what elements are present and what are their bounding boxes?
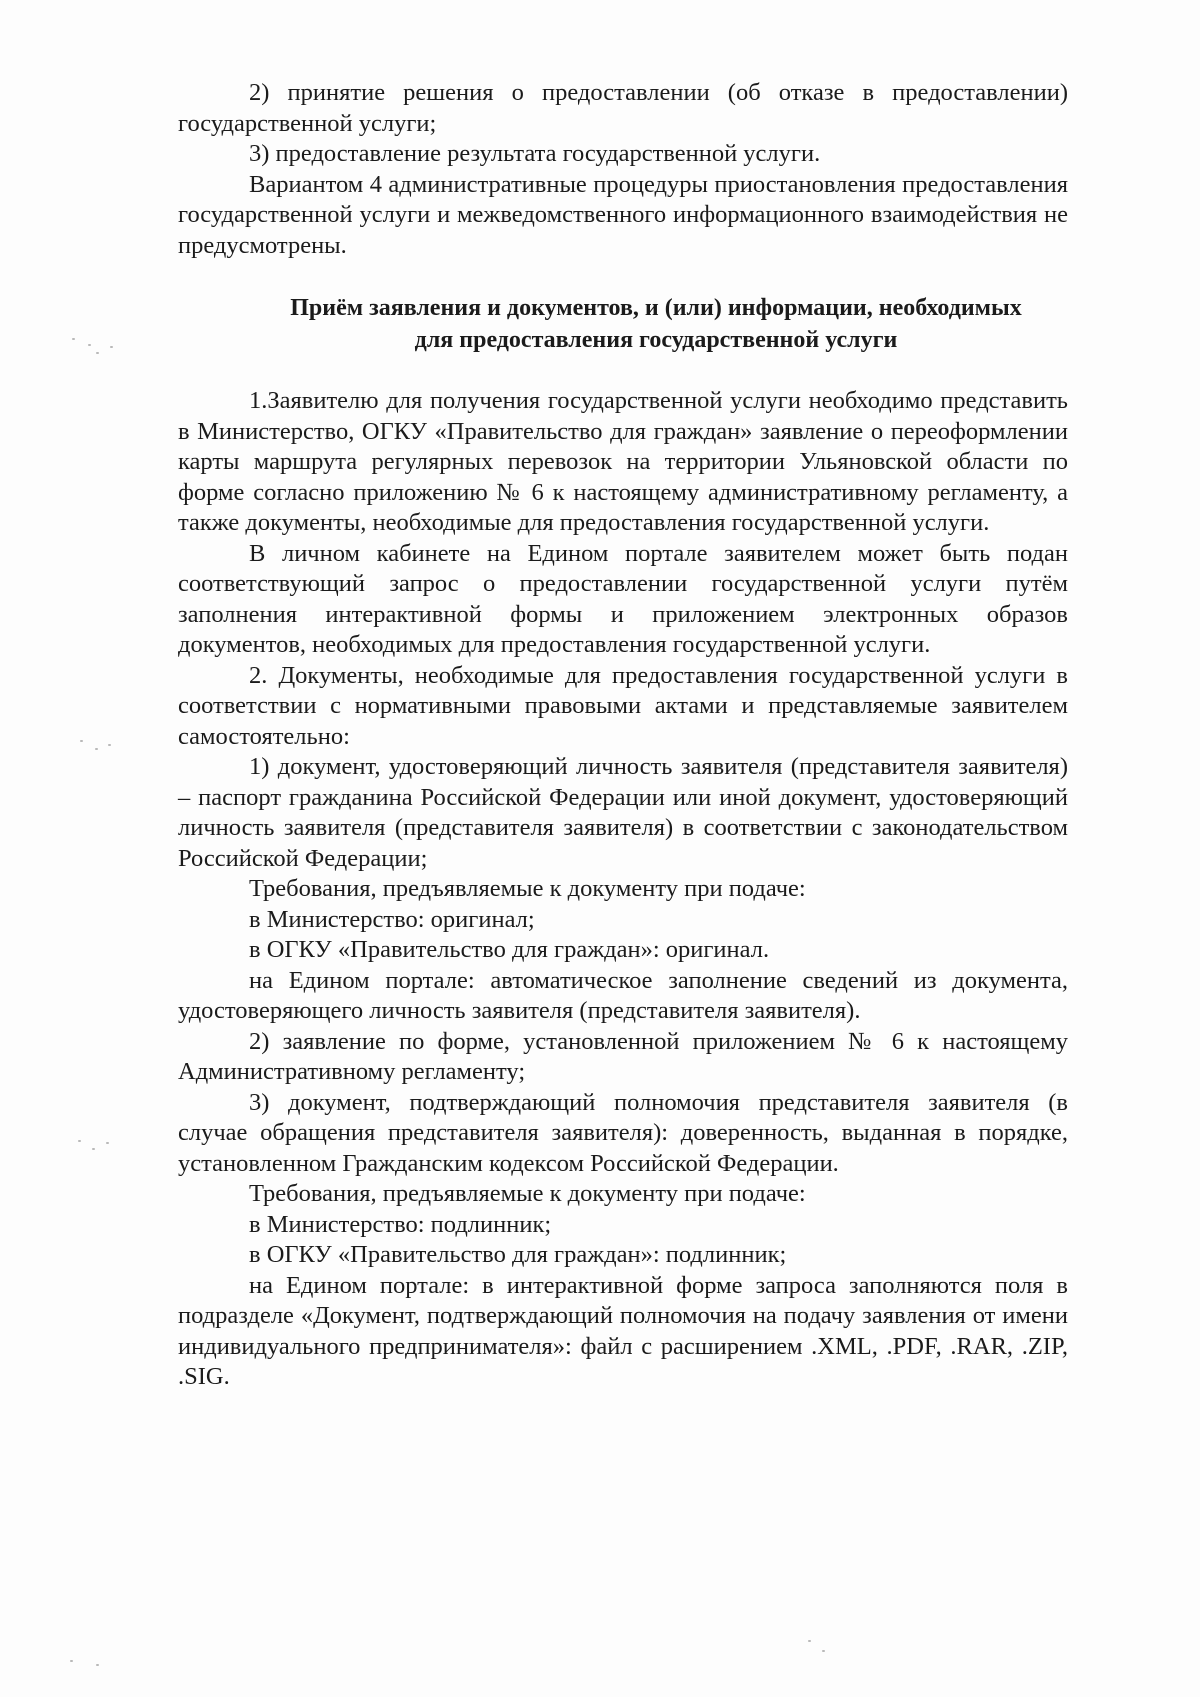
scan-speck bbox=[95, 748, 98, 750]
scan-speck bbox=[96, 1664, 99, 1666]
scan-speck bbox=[88, 344, 91, 346]
paragraph: 2. Документы, необходимые для предоставления государственной услуги в соответствии с нормативными правовыми актами и представляемые заявителем самостоятельно: bbox=[178, 661, 1068, 750]
scan-speck bbox=[92, 1148, 95, 1150]
paragraph: в ОГКУ «Правительство для граждан»: оригинал. bbox=[249, 936, 770, 963]
scan-speck bbox=[108, 744, 111, 746]
paragraph: Вариантом 4 административные процедуры приостановления предоставления государственной услуги и межведомственного информационного взаимодействия не предусмотрены. bbox=[178, 170, 1068, 259]
scan-speck bbox=[106, 1142, 109, 1144]
paragraph: В личном кабинете на Едином портале заявителем может быть подан соответствующий запрос о предоставлении государственной услуги путём заполнения интерактивной формы и приложением электронных образов документов, необходимых для предоставления государственной услуги. bbox=[178, 539, 1068, 658]
paragraph: 1.Заявителю для получения государственной услуги необходимо представить в Министерство, ОГКУ «Правительство для граждан» заявление о переоформлении карты маршрута регулярных перевозок на территории Ульяновской области по форме согласно приложению № 6 к настоящему административному регламенту, а также документы, необходимые для предоставления государственной услуги. bbox=[178, 387, 1068, 536]
scan-speck bbox=[808, 1640, 811, 1642]
scan-speck bbox=[78, 1140, 81, 1142]
scan-speck bbox=[110, 346, 113, 348]
paragraph: 2) принятие решения о предоставлении (об отказе в предоставлении) государственной услуги; bbox=[178, 79, 1068, 137]
paragraph: 3) предоставление результата государственной услуги. bbox=[249, 140, 821, 167]
paragraph: Требования, предъявляемые к документу при подаче: bbox=[249, 1180, 806, 1207]
scan-speck bbox=[822, 1650, 825, 1652]
paragraph: в Министерство: подлинник; bbox=[249, 1210, 552, 1238]
scan-speck bbox=[72, 338, 75, 340]
scan-speck bbox=[96, 352, 99, 354]
paragraph: Требования, предъявляемые к документу при подаче: bbox=[249, 875, 806, 902]
section-heading-line-2: для предоставления государственной услуги bbox=[414, 327, 898, 353]
paragraph: в ОГКУ «Правительство для граждан»: подлинник; bbox=[249, 1241, 787, 1268]
section-heading-line-1: Приём заявления и документов, и (или) информации, необходимых bbox=[290, 295, 1022, 321]
document-body bbox=[178, 78, 1068, 1393]
paragraph: на Едином портале: автоматическое заполнение сведений из документа, удостоверяющего личность заявителя (представителя заявителя). bbox=[178, 966, 1068, 1024]
paragraph: на Едином портале: в интерактивной форме запроса заполняются поля в подразделе «Документ, подтверждающий полномочия на подачу заявления от имени индивидуального предпринимателя»: файл с расширением .XML, .PDF, .RAR, .ZIP, .SIG. bbox=[178, 1271, 1068, 1390]
scan-speck bbox=[80, 740, 83, 742]
paragraph: 2) заявление по форме, установленной приложением № 6 к настоящему Административному регламенту; bbox=[178, 1027, 1068, 1085]
paragraph: в Министерство: оригинал; bbox=[249, 905, 535, 933]
paragraph: 3) документ, подтверждающий полномочия представителя заявителя (в случае обращения представителя заявителя): доверенность, выданная в порядке, установленном Гражданским кодексом Российской Федерации. bbox=[178, 1088, 1068, 1177]
scan-speck bbox=[70, 1660, 73, 1662]
section-heading bbox=[178, 292, 1068, 356]
paragraph: 1) документ, удостоверяющий личность заявителя (представителя заявителя) – паспорт гражданина Российской Федерации или иной документ, удостоверяющий личность заявителя (представителя заявителя) в соответствии с законодательством Российской Федерации; bbox=[178, 753, 1068, 872]
